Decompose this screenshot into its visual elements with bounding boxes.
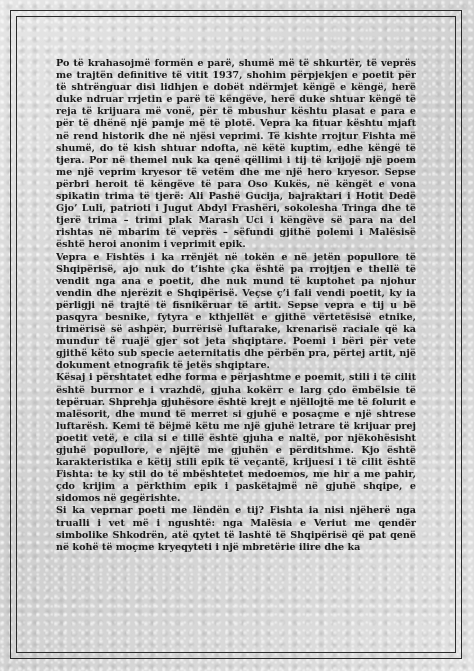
paragraph: Kësaj i përshtatet edhe forma e përjashtme e poemit, stili i të cilit është burrnor e i vrazhdë, gjuha kokërr e larg çdo ëmbëlsie të tepëruar. Shprehja gjuhësore është krejt e njëllojtë me të folurit e malësorit, dhe mund të merret si gjuhë e posaçme e një shtrese luftarësh. Kemi të bëjmë këtu me një gjuhë letrare të krijuar prej poetit vetë, e cila si e tillë është gjuha e naltë, por njëkohësisht gjuhë popullore, e njëjtë me gjuhën e përditshme. Kjo është karakteristika e këtij stili epik të veçantë, krijuesi i të cilit është Fishta: te ky stil do të mbështetet medoemos, me hir a me pahir, çdo krijim a përkthim epik i paskëtajmë në gjuhë shqipe, e sidomos në gegërishte. [56, 372, 416, 505]
paragraph: Po të krahasojmë formën e parë, shumë më të shkurtër, të veprës me trajtën definitive të vitit 1937, shohim përpjekjen e poetit për të shtrënguar disi lidhjen e dobët ndërmjet këngë e këngë, herë duke ndruar rrjetin e parë të këngëve, herë duke shtuar këngë të reja të krijuara më vonë, për të mbushur kështu plasat e para e për të dhënë një pamje më të plotë. Vepra ka fituar kështu mjaft në rend historik dhe në njësi veprimi. Të kishte rrojtur Fishta më shumë, do të kish shtuar ndofta, në këtë kuptim, edhe këngë të tjera. Por në themel nuk ka qenë qëllimi i tij të krijojë një poem me një veprim kryesor të vetëm dhe me një hero kryesor. Sepse përbri heroit të këngëve të para Oso Kukës, në këngët e vona spikatin trima të tjerë: Ali Pashë Gucija, bajraktari i Hotit Dedë Gjo’ Luli, patrioti i Jugut Abdyl Frashëri, sokolesha Tringa dhe të tjerë trima – trimi plak Marash Uci i këngëve së para na del rishtas në mbarim të veprës – sëfundi gjithë polemi i Malësisë është heroi anonim i veprimit epik. [56, 58, 416, 251]
article-body [56, 58, 416, 648]
paragraph: Vepra e Fishtës i ka rrënjët në tokën e në jetën popullore të Shqipërisë, ajo nuk do t’ishte çka është pa rrojtjen e thellë të vendit nga ana e poetit, dhe nuk mund të kuptohet pa njohur vendin dhe njerëzit e Shqipërisë. Veçse ç’i fali vendi poetit, ky ia përligji në trajtë të fisnikëruar të artit. Sepse vepra e tij u bë pasqyra besnike, fytyra e kthjellët e gjithë vërtetësisë etnike, trimërisë së ashpër, burrërisë luftarake, krenarisë raciale që ka mundur të ruajë gjer sot jeta shqiptare. Poemi i bëri për vete gjithë këto sub specie aeternitatis dhe përbën pra, përtej artit, një dokument etnografik të jetës shqiptare. [56, 251, 416, 372]
paragraph: Si ka veprnar poeti me lëndën e tij? Fishta ia nisi njëherë nga trualli i vet më i ngushtë: nga Malësia e Veriut me qendër simbolike Shkodrën, atë qytet të lashtë të Shqipërisë që pat qenë në kohë të moçme kryeqyteti i një mbretërie ilire dhe ka [56, 505, 416, 553]
